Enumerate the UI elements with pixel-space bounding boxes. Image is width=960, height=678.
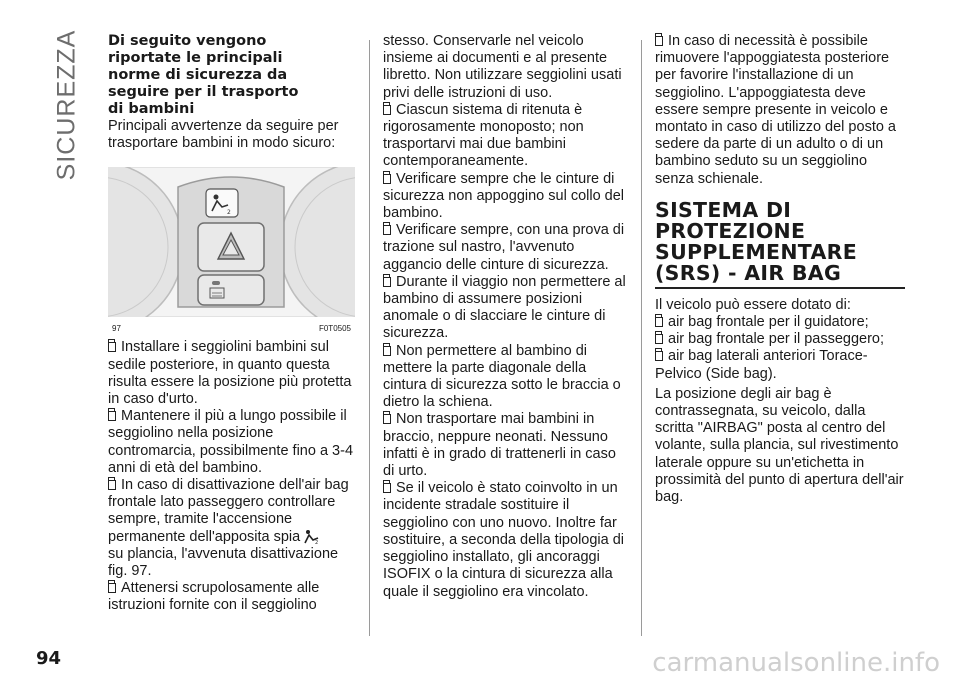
section-name: SICUREZZA — [52, 29, 81, 181]
list-item: Attenersi scrupolosamente alle istruzioni fornite con il seggiolino — [108, 580, 320, 614]
list-item: Se il veicolo è stato coinvolto in un incidente stradale sostituire il seggiolino con uno nuovo. Inoltre far sostituire, a seconda della tipologia di seggiolino installato, gli ancoraggi ISOFIX o la cintura di sicurezza alla quale il seggiolino era vincolato. — [383, 480, 625, 600]
list-item: air bag frontale per il guidatore; — [655, 314, 905, 331]
bullet-icon — [108, 583, 116, 593]
passenger-airbag-off-icon — [302, 529, 320, 545]
bullet-icon — [108, 411, 116, 421]
column-3 — [655, 33, 905, 506]
svg-text:2: 2 — [227, 209, 231, 217]
page-number: 94 — [36, 648, 62, 669]
figure-code: F0T0505 — [318, 324, 351, 334]
bullet-icon — [383, 105, 391, 115]
column-divider — [641, 40, 642, 636]
bullet-icon — [383, 346, 391, 356]
list-item: Ciascun sistema di ritenuta è rigorosamente monoposto; non trasportarvi mai due bambini contemporaneamente. — [383, 101, 584, 170]
list-item: air bag laterali anteriori Torace-Pelvico (Side bag). — [655, 348, 868, 382]
list-item: In caso di disattivazione dell'air bag frontale lato passeggero controllare sempre, tramite l'accensione permanente dell'apposita spia 2 su plancia, l'avvenuta disattivazione fig. 97. — [108, 477, 349, 580]
list-item: Verificare sempre che le cinture di sicurezza non appoggino sul collo del bambino. — [383, 170, 625, 222]
figure-number: 97 — [112, 324, 121, 334]
heading-underline — [655, 287, 905, 289]
column-2 — [383, 33, 629, 601]
bullet-icon — [383, 174, 391, 184]
bullet-icon — [383, 483, 391, 493]
list-item: Non permettere al bambino di mettere la parte diagonale della cintura di sicurezza sotto le braccia o dietro la schiena. — [383, 342, 621, 411]
bullet-icon — [655, 334, 663, 344]
bullet-icon — [383, 277, 391, 287]
airbag-location-paragraph: La posizione degli air bag è contrassegnata, su veicolo, dalla scritta "AIRBAG" posta al centro del volante, sulla plancia, sul rivestimento laterale oppure su un'etichetta in prossimità del punto di apertura dell'air bag. — [655, 385, 904, 506]
list-item: Mantenere il più a lungo possibile il seggiolino nella posizione contromarcia, possibilmente fino a 3-4 anni di età del bambino. — [108, 408, 354, 476]
list-item: Installare i seggiolini bambini sul sedile posteriore, in quanto questa risulta essere la posizione più protetta in caso d'urto. — [108, 339, 352, 408]
bullet-icon — [383, 225, 391, 235]
list-item: Verificare sempre, con una prova di trazione sul nastro, l'avvenuto aggancio delle cinture di sicurezza. — [383, 222, 625, 273]
bullet-icon — [655, 317, 663, 327]
list-item: air bag frontale per il passeggero; — [655, 331, 905, 348]
continued-text: stesso. Conservarle nel veicolo insieme ai documenti e al presente libretto. Non utilizzare seggiolini usati privi delle istruzioni di uso. — [383, 33, 622, 101]
list-item: In caso di necessità è possibile rimuovere l'appoggiatesta posteriore per favorire l'installazione di un seggiolino. L'appoggiatesta deve essere sempre presente in veicolo e montato in caso di utilizzo del posto a sedere da parte di un adulto o di un bambino seduto su un seggiolino senza schienale. — [655, 33, 896, 187]
bullet-icon — [108, 480, 116, 490]
section-heading-child-safety: Di seguito vengono riportate le principali norme di sicurezza da seguire per il trasporto di bambini — [108, 33, 299, 117]
section-side-label — [52, 30, 82, 180]
list-item: Durante il viaggio non permettere al bambino di assumere posizioni anomale o di slacciare le cinture di sicurezza. — [383, 273, 626, 342]
section-heading-airbag: SISTEMA DI PROTEZIONE SUPPLEMENTARE (SRS) - AIR BAG — [655, 197, 858, 285]
figure-97-dashboard — [108, 167, 355, 334]
bullet-icon — [108, 342, 116, 352]
bullet-icon — [383, 414, 391, 424]
watermark: carmanualsonline.info — [652, 648, 940, 678]
intro-text: Principali avvertenze da seguire per trasportare bambini in modo sicuro: — [108, 118, 339, 152]
svg-text:2: 2 — [315, 539, 319, 545]
column-divider — [369, 40, 370, 636]
column-1 — [108, 33, 355, 615]
bullet-icon — [655, 36, 663, 46]
intro-text: Il veicolo può essere dotato di: — [655, 296, 851, 313]
bullet-icon — [655, 351, 663, 361]
dashboard-illustration — [108, 167, 355, 317]
list-item: Non trasportare mai bambini in braccio, neppure neonati. Nessuno infatti è in grado di trattenerli in caso di urto. — [383, 411, 616, 480]
